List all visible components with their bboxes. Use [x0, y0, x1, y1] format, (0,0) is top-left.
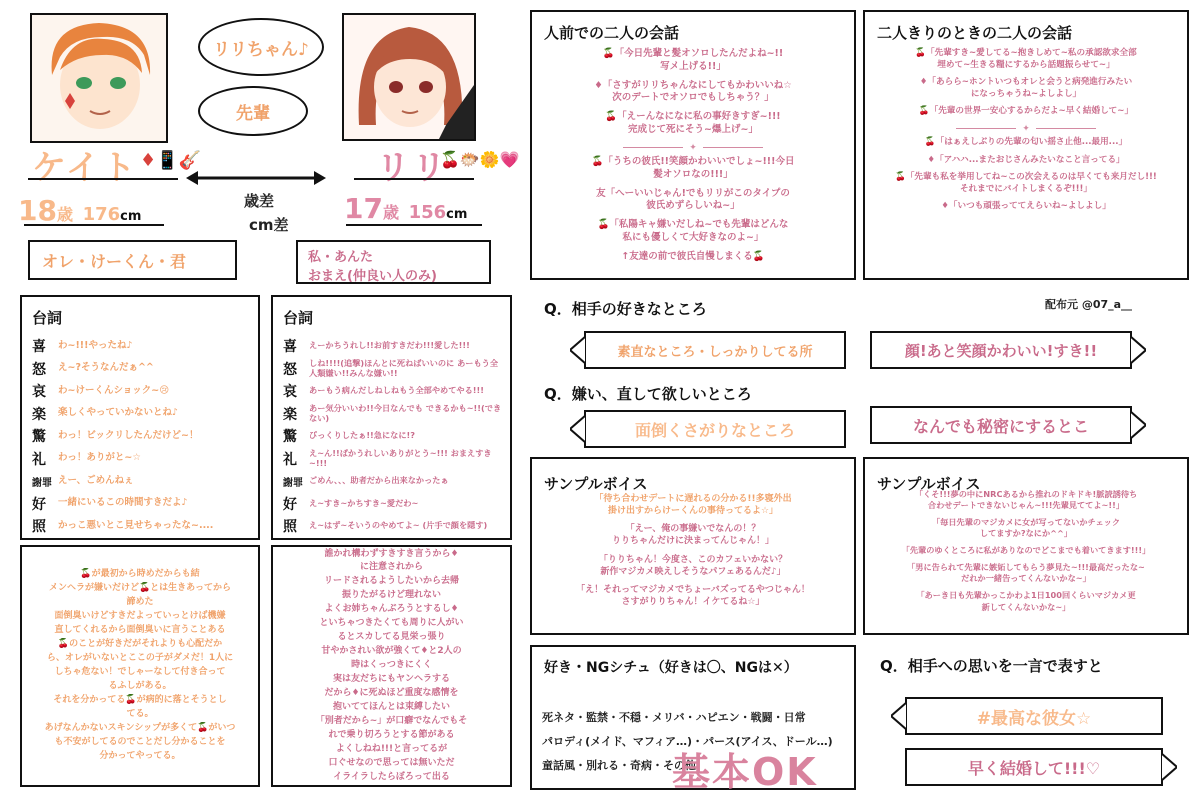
q1-title: Q．相手の好きなところ: [544, 300, 707, 318]
ng-box: [530, 645, 856, 794]
talk-line: 🍒「私陽キャ嫌いだしね~でも先輩はどんな 私にも優しくて大好きなのよ~」: [597, 219, 789, 243]
emotion-line: え~ん!!ばかうれしいありがとう~!!! おまえすき~!!!: [309, 448, 492, 468]
riri-name-icons: 🍒🐡🌼💗: [440, 150, 520, 169]
line-row: [32, 470, 134, 492]
emotion-label: 哀: [283, 384, 297, 400]
kaito-age-underline: [24, 224, 164, 226]
riri-description-box: [271, 545, 512, 787]
riri-pronouns-box: [296, 240, 491, 284]
kaito-height: 176: [82, 204, 121, 225]
q3-riri-pointer: [1161, 753, 1177, 781]
talk-line: ♦「さすがリリちゃんなにしてもかわいいね☆ 次のデートでオソロでもしちゃう？」: [594, 79, 792, 104]
ng-line1: 死ネタ・監禁・不穏・メリバ・ハピエン・戦闘・日常: [542, 711, 806, 724]
q3-riri-text: 早く結婚して!!!♡: [967, 758, 1101, 778]
kaito-description: 🍒が最初から時めだからも結 メンヘラが嫌いだけど🍒とは生きあってから 諦めた 面倒臭いけどすきだよっていっとけば機嫌 直してくれるから面倒臭いに言うことある 🍒のことが好きだがそれよりも心配だか ら、オレがいないとここの子がダメだ！1人に しちゃ危ない！でしゃーなして付き合って るふしがある。 それを分かってる🍒が病的に落とそうとし てる。 あげなんかないスキンシップが多くて🍒がいつ も不安がしてるのでことだし分かることを 分かってやってる。: [44, 569, 236, 761]
line-row: [32, 380, 169, 402]
private-talk-box: [863, 10, 1189, 280]
talk-line: 🍒「今日先輩と髪オソロしたんだよね~!! 写メ上げる!!」: [602, 48, 784, 72]
q2-riri-pointer: [1130, 411, 1146, 439]
emotion-label: 好: [283, 496, 297, 513]
kaito-speech-bubble: [198, 18, 324, 76]
emotion-line: しね!!!!(追撃)ほんとに死ねばいいのに あーもう全人類嫌い!!みんな嫌い!!: [309, 358, 499, 378]
line-row: [283, 470, 449, 492]
ng-line2: パロディ(メイド、マフィア…)・パース(アイス、ドール…): [542, 735, 833, 748]
riri-height-unit: cm: [446, 207, 468, 222]
q3-title: Q．相手への思いを一言で表すと: [880, 657, 1103, 675]
kaito-name-icons: ♦📱🎸: [140, 150, 201, 171]
q2-kaito-answer: [584, 410, 846, 448]
kaito-lines-title: 台詞: [32, 309, 63, 327]
divider: [538, 143, 848, 153]
emotion-line: あー気分いいわ!!今日なんでも できるかも~!!(できない): [309, 403, 502, 423]
line-row: [283, 358, 504, 380]
emotion-line: かっこ悪いとこ見せちゃったな~....: [58, 519, 214, 531]
emotion-label: 楽: [32, 406, 46, 423]
riri-pronouns-line2: おまえ(仲良い人のみ): [308, 269, 437, 284]
kaito-portrait: [30, 13, 168, 143]
line-row: [32, 493, 188, 515]
kaito-bubble-text: リリちゃん♪: [213, 39, 309, 60]
q1-riri-text: 顔!あと笑顔かわいい!すき!!: [904, 341, 1098, 360]
emotion-line: えーかちうれし!!お前すきだわ!!!愛した!!!: [309, 340, 470, 351]
emotion-line: わっ！ありがと~☆: [58, 452, 141, 464]
kaito-age-unit: 歳: [56, 205, 73, 224]
line-row: [283, 380, 484, 402]
talk-line: 🍒「先輩も私を挙用してね~この次会えるのは早くても来月だし!!! それまでにバイトしまくるぞ!!!」: [895, 172, 1157, 194]
kaito-height-unit: cm: [120, 209, 142, 224]
riri-bubble-text: 先輩: [236, 103, 270, 124]
talk-line: 「りりちゃん！今度さ、このカフェいかない？ 新作マジカメ映えしそうなパフェあるんだ♪」: [598, 554, 788, 577]
talk-line: ♦「あらら~ホントいつもオレと会うと病発進行みたい になっちゃうね~よしよし」: [919, 77, 1133, 99]
ng-line3: 童話風・別れる・奇病・その他: [542, 759, 696, 772]
divider-mark: ✦: [689, 142, 697, 153]
talk-line: 「待ち合わせデートに遅れるの分かる!!多寝外出 掛け出すからけーくんの事待ってるよ☆」: [594, 494, 792, 517]
line-row: [32, 425, 199, 447]
emotion-label: 楽: [283, 406, 297, 423]
talk-line: 「毎日先輩のマジカメに女が写ってないかチェック してますか?なにか^^」: [931, 517, 1121, 539]
emotion-line: びっくりしたぁ!!急になに!?: [309, 430, 416, 441]
talk-line: 「えー、俺の事嫌いでなんの！？ りりちゃんだけに決まってんじゃん！」: [611, 524, 774, 547]
kaito-voice-title: サンプルボイス: [544, 475, 648, 493]
line-row: [32, 403, 178, 425]
emotion-label: 照: [283, 519, 297, 535]
line-row: [32, 448, 141, 470]
divider-mark: ✦: [1022, 123, 1030, 134]
line-row: [283, 425, 415, 447]
emotion-label: 礼: [283, 451, 297, 468]
riri-age-underline: [346, 224, 482, 226]
riri-voice-title: サンプルボイス: [877, 475, 981, 493]
kaito-name: ケイト: [32, 148, 138, 188]
q1-kaito-text: 素直なところ・しっかりしてる所: [617, 344, 813, 360]
riri-description: 誰かれ構わずすきすき言うから♦ に注意されから リードされるようしたいから去帰 振りたがるけど理れない よくお姉ちゃんぶろうとするし♦ といちゃつきたくても周りに人がい るとスカしてる見栄っ張り 甘やかされい欲が強くて♦と2人の 時はくっつきにくく 実は友だちにもヤンヘラする だから♦に死ぬほど重度な感情を 抱いててほんとは束縛したい 「別者だから~」が口癖でなんでもそ れで乗り切ろうとする節がある よくしねね!!!と言ってるが 口ぐせなので思っては無いただ イライラしたらぼろって出る: [315, 548, 468, 782]
emotion-label: 喜: [32, 339, 46, 355]
line-row: [32, 335, 133, 357]
q2-title: Q．嫌い、直して欲しいところ: [544, 385, 752, 403]
line-row: [283, 403, 504, 425]
riri-lines-title: 台詞: [283, 309, 314, 327]
emotion-line: わっ！ビックリしたんだけど~！: [58, 429, 199, 441]
emotion-label: 謝罪: [32, 477, 52, 489]
q2-riri-answer: [870, 406, 1132, 444]
public-talk-title: 人前での二人の会話: [544, 24, 680, 42]
talk-line: 「え！それってマジカメでちょーバズってるやつじゃん！ さすがりりちゃん！イケてるね☆」: [576, 584, 810, 607]
age-diff-arrow: [186, 168, 326, 188]
talk-line: 「あーき日も先輩かっこかわよ1日100回くらいマジカメ更 新してくんないかな~」: [916, 590, 1136, 612]
emotion-label: 驚: [32, 429, 46, 445]
q3-kaito-answer: [905, 697, 1163, 735]
emotion-line: 楽しくやっていかないとね♪: [58, 407, 179, 419]
emotion-label: 謝罪: [283, 477, 303, 489]
kaito-lines-box: [20, 295, 260, 540]
divider: [869, 124, 1183, 134]
riri-pronouns-line1: 私・あんた: [308, 250, 374, 265]
public-talk-box: [530, 10, 856, 280]
kaito-description-box: [20, 545, 260, 787]
emotion-line: あーもう病んだしねしねもう全部やめてやる!!!: [309, 385, 484, 396]
emotion-line: え~すき~かちすき~愛だわ~: [309, 497, 419, 508]
ng-title: 好き・NGシチュ（好きは〇、NGは✕）: [544, 660, 798, 676]
kaito-age-number: 18: [18, 194, 57, 227]
riri-speech-bubble: [198, 86, 308, 136]
emotion-line: え~?そうなんだぁ^^: [58, 362, 154, 374]
riri-age-unit: 歳: [382, 203, 399, 222]
talk-line: 「先輩のゆくところに私がありなのでどこまでも着いてきます!!!」: [901, 545, 1151, 556]
riri-name: リリ: [376, 148, 448, 188]
emotion-label: 照: [32, 519, 46, 535]
talk-line: ↑友達の前で彼氏自慢しまくる🍒: [621, 250, 765, 262]
riri-voice-box: [863, 457, 1189, 635]
line-row: [283, 493, 418, 515]
emotion-label: 好: [32, 496, 46, 513]
riri-name-underline: [354, 178, 474, 180]
riri-portrait: [342, 13, 476, 141]
credit: 配布元 @07_a__: [1045, 298, 1133, 311]
talk-line: 🍒「先輩の世界一安心するからだよ~早く結婚して~」: [918, 106, 1134, 117]
emotion-line: ごめん、、、助者だから出来なかったぁ: [309, 475, 449, 486]
q2-kaito-text: 面倒くさがりなところ: [634, 420, 795, 440]
line-row: [32, 358, 154, 380]
line-row: [283, 448, 504, 470]
line-row: [32, 515, 213, 537]
emotion-line: えー、ごめんねぇ: [58, 474, 134, 486]
talk-line: 「男に告られて先輩に嫉妬してもらう夢見た~!!!最高だったな~ だれか一緒告ってくんないかな~」: [907, 562, 1145, 584]
talk-line: 🍒「はぁえしぶりの先輩の匂い揺さ止他...最用...」: [924, 136, 1128, 147]
riri-age: [344, 192, 467, 225]
riri-lines-box: [271, 295, 512, 540]
q2-riri-text: なんでも秘密にするとこ: [912, 416, 1089, 436]
kaito-age: [18, 194, 141, 227]
line-row: [283, 335, 470, 357]
emotion-line: 一緒にいるこの時間すきだよ♪: [58, 497, 188, 509]
q3-riri-answer: [905, 748, 1163, 786]
talk-line: ♦「アハハ...またおじさんみたいなこと言ってる」: [927, 154, 1125, 165]
emotion-label: 哀: [32, 384, 46, 400]
emotion-line: わ~けーくんショック~😢: [58, 384, 170, 396]
q3-kaito-pointer: [891, 702, 907, 730]
emotion-label: 驚: [283, 429, 297, 445]
kaito-voice-box: [530, 457, 856, 635]
talk-line: 「くそ!!!夢の中にNRCあるから推れのドキドキ!脈読誘待ち 合わせデートできないじゃん~!!!先輩見ててよ~!!」: [914, 489, 1138, 511]
talk-line: 🍒「先輩すき~愛してる~抱きしめて~私の承認欲求全部 埋めて~生きる糧にするから話題振らせて~」: [915, 48, 1137, 70]
age-diff-label: 歳差: [244, 192, 275, 210]
riri-age-number: 17: [344, 192, 383, 225]
q1-kaito-answer: [584, 331, 846, 369]
talk-line: ♦「いつも頑張っててえらいね~よしよし」: [941, 201, 1111, 212]
cm-diff-label: cm差: [249, 216, 289, 234]
kaito-pronouns: オレ・けーくん・君: [42, 251, 187, 271]
talk-line: 友「へーいいじゃん!でもリリがこのタイプの 彼氏めずらしいね~」: [596, 187, 790, 212]
talk-line: 🍒「うちの彼氏!!笑顔かわいいでしょ~!!!今日 髪オソロなの!!!」: [591, 155, 795, 180]
emotion-label: 喜: [283, 339, 297, 355]
emotion-line: え~はず~そいうのやめてよ~ (片手で顔を隠す): [309, 520, 488, 531]
emotion-line: わ~!!!やったね♪: [58, 339, 133, 351]
q2-kaito-pointer: [570, 415, 586, 443]
kaito-pronouns-box: [28, 240, 237, 280]
q1-riri-pointer: [1130, 336, 1146, 364]
q1-kaito-pointer: [570, 336, 586, 364]
q1-riri-answer: [870, 331, 1132, 369]
q3-kaito-text: #最高な彼女☆: [976, 708, 1092, 729]
emotion-label: 怒: [283, 361, 297, 378]
emotion-label: 礼: [32, 451, 46, 468]
kaito-name-underline: [28, 178, 178, 180]
emotion-label: 怒: [32, 361, 46, 378]
riri-height: 156: [408, 202, 447, 223]
ng-stamp: 基本OK: [672, 750, 818, 794]
private-talk-title: 二人きりのときの二人の会話: [877, 24, 1073, 42]
talk-line: 🍒「えーんなになに私の事好きすぎ~!!! 完成じて死にそう~爆上げ~」: [605, 111, 781, 136]
line-row: [283, 515, 487, 537]
